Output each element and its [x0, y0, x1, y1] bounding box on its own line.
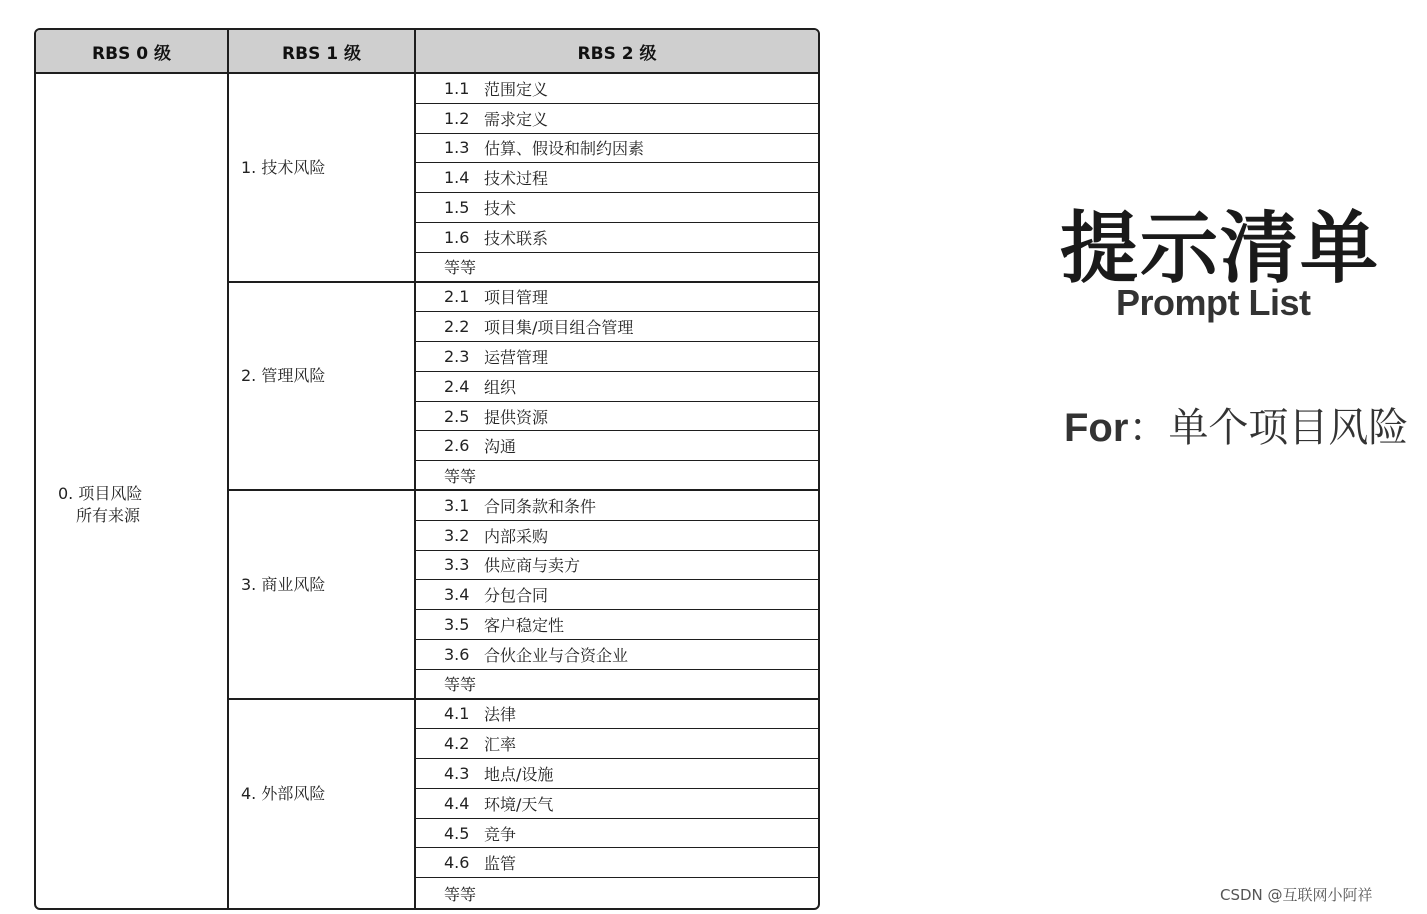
table-row [416, 193, 818, 223]
item-code: 2.2 [444, 317, 470, 337]
item-code: 4.4 [444, 793, 470, 813]
item-code: 1.5 [444, 198, 470, 218]
item-code: 2.4 [444, 376, 470, 396]
table-row [416, 342, 818, 372]
item-code: 4.6 [444, 853, 470, 873]
item-etc: 等等 [444, 466, 477, 486]
table-row [416, 402, 818, 432]
item-etc: 等等 [444, 675, 477, 695]
table-row [416, 431, 818, 461]
item-text: 运营管理 [484, 347, 549, 367]
item-code: 1.3 [444, 138, 470, 158]
item-code: 3.1 [444, 495, 470, 515]
header-rbs-0: RBS 0 级 [36, 30, 229, 74]
item-text: 监管 [484, 854, 517, 874]
item-text: 分包合同 [484, 586, 549, 606]
item-code: 1.6 [444, 227, 470, 247]
table-row [416, 104, 818, 134]
item-text: 项目管理 [484, 288, 549, 308]
table-row [416, 521, 818, 551]
title-chinese: 提示清单 [1060, 204, 1381, 294]
item-text: 地点/设施 [484, 764, 554, 784]
item-text: 组织 [484, 377, 517, 397]
header-rbs-2: RBS 2 级 [416, 30, 818, 74]
item-text: 竞争 [484, 824, 517, 844]
for-text: 单个项目风险 [1168, 405, 1409, 451]
level0-sublabel: 所有来源 [76, 506, 141, 525]
level1-technical: 1. 技术风险 [229, 74, 416, 283]
item-text: 技术 [484, 199, 517, 219]
item-code: 4.2 [444, 734, 470, 754]
item-etc: 等等 [444, 258, 477, 278]
rbs-table [34, 28, 820, 910]
item-text: 客户稳定性 [484, 616, 565, 636]
table-row [416, 253, 818, 283]
item-text: 环境/天气 [484, 794, 554, 814]
scope-line [1064, 396, 1408, 453]
table-row [416, 580, 818, 610]
level1-management: 2. 管理风险 [229, 283, 416, 492]
item-text: 供应商与卖方 [484, 556, 581, 576]
title-english: Prompt List [1116, 282, 1311, 323]
table-row [416, 461, 818, 491]
table-row [416, 163, 818, 193]
level1-external: 4. 外部风险 [229, 700, 416, 909]
item-code: 2.6 [444, 436, 470, 456]
level1-commercial: 3. 商业风险 [229, 491, 416, 700]
item-code: 2.5 [444, 406, 470, 426]
item-text: 项目集/项目组合管理 [484, 318, 634, 338]
item-code: 1.4 [444, 168, 470, 188]
table-row [416, 491, 818, 521]
table-row [416, 878, 818, 908]
item-text: 估算、假设和制约因素 [484, 139, 645, 159]
table-row [416, 700, 818, 730]
item-text: 范围定义 [484, 79, 549, 99]
item-text: 技术联系 [484, 228, 549, 248]
header-rbs-1: RBS 1 级 [229, 30, 416, 74]
item-code: 4.5 [444, 823, 470, 843]
item-etc: 等等 [444, 884, 477, 904]
item-code: 4.3 [444, 763, 470, 783]
item-code: 3.3 [444, 555, 470, 575]
table-row [416, 551, 818, 581]
table-row [416, 670, 818, 700]
item-code: 4.1 [444, 704, 470, 724]
table-row [416, 729, 818, 759]
item-text: 沟通 [484, 437, 517, 457]
item-text: 技术过程 [484, 169, 549, 189]
item-code: 1.1 [444, 78, 470, 98]
item-text: 需求定义 [484, 109, 549, 129]
table-row [416, 134, 818, 164]
table-row [416, 312, 818, 342]
table-row [416, 789, 818, 819]
item-code: 3.2 [444, 525, 470, 545]
for-label: For [1064, 406, 1129, 450]
item-code: 3.6 [444, 644, 470, 664]
item-code: 1.2 [444, 108, 470, 128]
item-code: 2.1 [444, 287, 470, 307]
table-row [416, 759, 818, 789]
level0-cell [36, 74, 229, 908]
table-row [416, 640, 818, 670]
item-text: 汇率 [484, 735, 517, 755]
level0-label: 0. 项目风险 [58, 484, 143, 503]
item-text: 法律 [484, 705, 517, 725]
item-code: 3.5 [444, 615, 470, 635]
table-row [416, 74, 818, 104]
item-code: 2.3 [444, 346, 470, 366]
table-row [416, 223, 818, 253]
table-row [416, 848, 818, 878]
item-text: 提供资源 [484, 407, 549, 427]
item-text: 合伙企业与合资企业 [484, 645, 629, 665]
table-row [416, 819, 818, 849]
table-row [416, 283, 818, 313]
item-text: 内部采购 [484, 526, 549, 546]
item-text: 合同条款和条件 [484, 496, 597, 516]
for-separator: ： [1128, 405, 1169, 451]
watermark: CSDN @互联网小阿祥 [1220, 886, 1373, 904]
item-code: 3.4 [444, 585, 470, 605]
table-row [416, 372, 818, 402]
table-row [416, 610, 818, 640]
